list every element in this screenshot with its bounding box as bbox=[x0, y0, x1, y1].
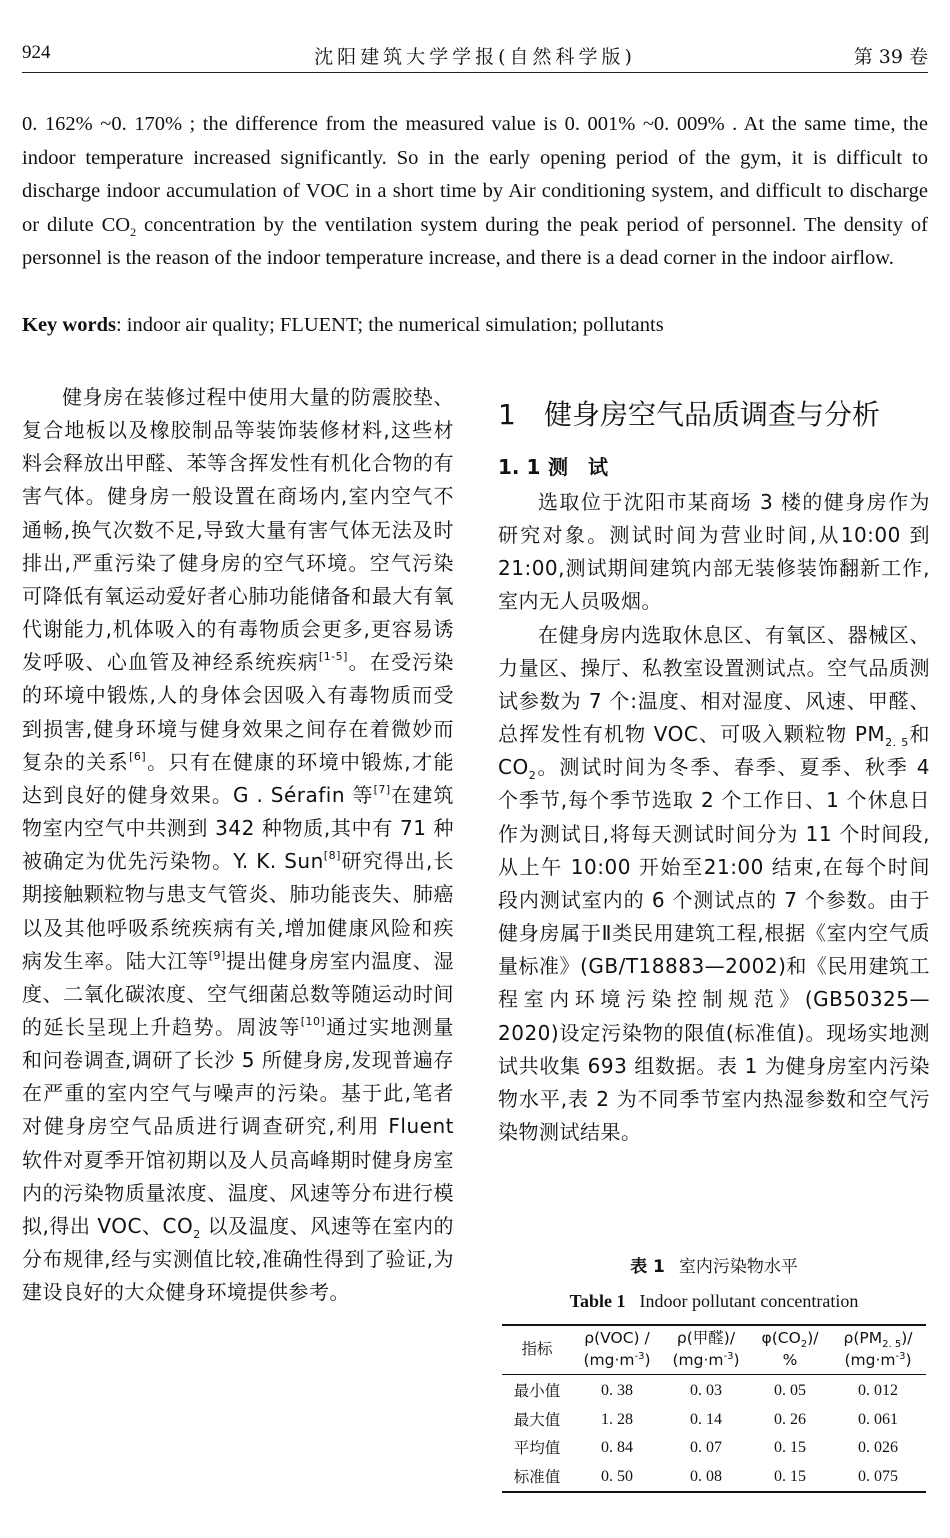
intro-text-2: 。在受污染的环境中锻炼,人的身体会因吸入有毒物质而受到损害,健身环境与健身效果之间存在着微妙而复杂的关系 bbox=[22, 650, 455, 774]
intro-text-4: 在建筑物室内空气中共测到 342 种物质,其中有 71 种被确定为优先污染物。Y. K. Sun bbox=[22, 782, 455, 874]
table-row bbox=[502, 1434, 926, 1463]
header-indicator: 指标 bbox=[502, 1325, 572, 1375]
cell-value: 0. 07 bbox=[690, 1439, 722, 1456]
table-row bbox=[502, 1463, 926, 1493]
cell-value: 0. 012 bbox=[858, 1382, 898, 1399]
abstract-text-1: 0. 162% ~0. 170% ; the difference from the measured value is 0. 001% ~0. 009% . At the same time, the indoor temperature increased significantly. So in the early opening period of the gym, it is difficult to discharge indoor accumulation of VOC in a short time by Air conditioning system, and difficult to discharge or dilute CO bbox=[22, 113, 928, 236]
pollutant-table bbox=[502, 1324, 926, 1493]
table-header-row bbox=[502, 1325, 926, 1375]
english-abstract-continuation bbox=[22, 108, 928, 276]
citation-1-5: [1-5] bbox=[318, 650, 348, 664]
header-pm25-tail: )/ bbox=[901, 1329, 913, 1347]
table-label-cn: 表 1 bbox=[630, 1257, 665, 1277]
pm25-subscript: 2. 5 bbox=[885, 736, 909, 750]
volume-number: 第 39 卷 bbox=[853, 46, 928, 68]
citation-7: [7] bbox=[373, 782, 391, 796]
citation-10: [10] bbox=[300, 1014, 326, 1028]
cell-value: 0. 26 bbox=[774, 1410, 806, 1428]
header-voc-unit: (mg·m bbox=[583, 1351, 635, 1369]
header-co2-line1: φ(CO bbox=[761, 1329, 801, 1347]
citation-9: [9] bbox=[208, 948, 226, 962]
subsection-heading bbox=[498, 452, 608, 482]
header-pm25-line1: ρ(PM bbox=[843, 1329, 883, 1347]
header-voc-line1: ρ(VOC) / bbox=[584, 1329, 650, 1347]
header-formaldehyde bbox=[662, 1325, 750, 1375]
table-row bbox=[502, 1406, 926, 1435]
running-header bbox=[22, 40, 928, 73]
header-pm25 bbox=[830, 1325, 926, 1375]
cell-value: 0. 075 bbox=[858, 1467, 898, 1485]
citation-6: [6] bbox=[129, 749, 147, 763]
header-pm25-unit: (mg·m bbox=[844, 1351, 896, 1369]
co2-subscript: 2 bbox=[193, 1227, 201, 1241]
row-label: 平均值 bbox=[513, 1439, 561, 1457]
section-heading bbox=[498, 395, 880, 435]
intro-text-6: 提出健身房室内温度、湿度、二氧化碳浓度、空气细菌总数等随运动时间的延长呈现上升趋势。周波等 bbox=[22, 948, 455, 1039]
journal-title: 沈阳建筑大学学报(自然科学版) bbox=[314, 46, 636, 68]
header-co2-unit: % bbox=[782, 1351, 798, 1369]
keywords-label: Key words bbox=[22, 314, 116, 336]
header-co2 bbox=[750, 1325, 830, 1375]
method-paragraph-2 bbox=[498, 619, 930, 1150]
citation-8: [8] bbox=[323, 849, 341, 863]
cell-value: 0. 061 bbox=[858, 1410, 898, 1428]
row-label: 标准值 bbox=[513, 1467, 561, 1486]
cell-value: 0. 026 bbox=[858, 1439, 898, 1456]
cell-value: 1. 28 bbox=[601, 1410, 633, 1428]
cell-value: 0. 15 bbox=[774, 1439, 806, 1456]
subsection-title: 测 试 bbox=[548, 455, 608, 479]
intro-text-5: 研究得出,长期接触颗粒物与患支气管炎、肺功能丧失、肺癌以及其他呼吸系统疾病有关,增加健康风险和疾病发生率。陆大江等 bbox=[22, 849, 454, 973]
unit-exponent: -3 bbox=[895, 1350, 906, 1362]
method-text-c: 。测试时间为冬季、春季、夏季、秋季 4 个季节,每个季节选取 2 个工作日、1 个休息日作为测试日,将每天测试时间分为 11 个时间段,从上午 10:00 开始至21:00 结束,在每个时间段内测试室内的 6 个测试点的 7 个参数。由于健身房属于Ⅱ类民用建筑工程,根据《室内空气质量标准》(GB/T18883—2002)和《民用建筑工程室内环境污染控制规范》(GB50325—2020)设定污染物的限值(标准值)。现场实地测试共收集 693 组数据。表 1 为健身房室内污染物水平,表 2 为不同季节室内热湿参数和空气污染物测试结果。 bbox=[498, 755, 930, 1144]
cell-value: 0. 38 bbox=[601, 1382, 633, 1399]
subsection-number: 1. 1 bbox=[498, 455, 541, 479]
header-formaldehyde-unit: (mg·m bbox=[672, 1351, 724, 1369]
unit-exponent: -3 bbox=[634, 1350, 645, 1362]
keywords bbox=[22, 309, 928, 342]
header-co2-tail: )/ bbox=[807, 1329, 819, 1347]
intro-text-3: 。只有在健康的环境中锻炼,才能达到良好的健身效果。G . Sérafin 等 bbox=[22, 749, 455, 807]
row-label: 最大值 bbox=[513, 1410, 561, 1429]
table-title-en: Indoor pollutant concentration bbox=[639, 1291, 859, 1311]
intro-text-8: 以及温度、风速等在室内的分布规律,经与实测值比较,准确性得到了验证,为建设良好的大众健身环境提供参考。 bbox=[22, 1213, 455, 1305]
table-caption-en bbox=[498, 1288, 930, 1314]
cell-value: 0. 08 bbox=[690, 1467, 722, 1485]
header-formaldehyde-line1: ρ(甲醛)/ bbox=[676, 1329, 736, 1347]
co2-subscript: 2 bbox=[130, 224, 137, 239]
cell-value: 0. 84 bbox=[601, 1439, 633, 1456]
table-caption-cn bbox=[498, 1254, 930, 1280]
unit-close: ) bbox=[733, 1351, 740, 1369]
intro-text-1: 健身房在装修过程中使用大量的防震胶垫、复合地板以及橡胶制品等装饰装修材料,这些材料会释放出甲醛、苯等含挥发性有机化合物的有害气体。健身房一般设置在商场内,室内空气不通畅,换气次数不足,导致大量有害气体无法及时排出,严重污染了健身房的空气环境。空气污染可降低有氧运动爱好者心肺功能储备和最大有氧代谢能力,机体吸入的有毒物质会更多,更容易诱发呼吸、心血管及神经系统疾病 bbox=[22, 385, 454, 675]
pm25-subscript: 2. 5 bbox=[882, 1339, 902, 1351]
right-column bbox=[498, 486, 930, 1149]
method-text-a: 在健身房内选取休息区、有氧区、器械区、力量区、操厅、私教室设置测试点。空气品质测试参数为 7 个:温度、相对湿度、风速、甲醛、总挥发性有机物 VOC、可吸入颗粒物 PM bbox=[498, 622, 930, 747]
section-number: 1 bbox=[498, 398, 516, 431]
cell-value: 0. 03 bbox=[690, 1382, 722, 1399]
intro-paragraph bbox=[22, 381, 454, 1309]
section-title: 健身房空气品质调查与分析 bbox=[544, 398, 881, 431]
co2-subscript: 2 bbox=[528, 769, 537, 783]
unit-close: ) bbox=[905, 1351, 912, 1369]
cell-value: 0. 50 bbox=[601, 1467, 633, 1485]
table-title-cn: 室内污染物水平 bbox=[678, 1257, 798, 1277]
cell-value: 0. 15 bbox=[774, 1467, 806, 1485]
unit-exponent: -3 bbox=[723, 1350, 734, 1362]
left-column bbox=[22, 381, 454, 1309]
page-number: 924 bbox=[22, 42, 51, 63]
intro-text-7: 通过实地测量和问卷调查,调研了长沙 5 所健身房,发现普遍存在严重的室内空气与噪声的污染。基于此,笔者对健身房空气品质进行调查研究,利用 Fluent 软件对夏季开馆初期以及人员高峰期时健身房室内的污染物质量浓度、温度、风速等分布进行模拟,得出 VOC、CO bbox=[22, 1014, 455, 1238]
method-paragraph-1: 选取位于沈阳市某商场 3 楼的健身房作为研究对象。测试时间为营业时间,从10:00 到 21:00,测试期间建筑内部无装修装饰翻新工作,室内无人员吸烟。 bbox=[498, 490, 930, 614]
header-voc bbox=[572, 1325, 662, 1375]
row-label: 最小值 bbox=[513, 1382, 561, 1400]
method-text-b: 和 CO bbox=[498, 722, 930, 780]
unit-close: ) bbox=[644, 1351, 651, 1369]
keywords-text: : indoor air quality; FLUENT; the numerical simulation; pollutants bbox=[115, 314, 664, 336]
cell-value: 0. 05 bbox=[774, 1382, 806, 1399]
table-row bbox=[502, 1375, 926, 1406]
cell-value: 0. 14 bbox=[690, 1410, 722, 1428]
table-label-en: Table 1 bbox=[569, 1291, 626, 1311]
co2-subscript: 2 bbox=[800, 1339, 808, 1351]
abstract-text-2: concentration by the ventilation system during the peak period of personnel. The density of personnel is the reason of the indoor temperature increase, and there is a dead corner in the indoor airflow. bbox=[22, 213, 928, 270]
